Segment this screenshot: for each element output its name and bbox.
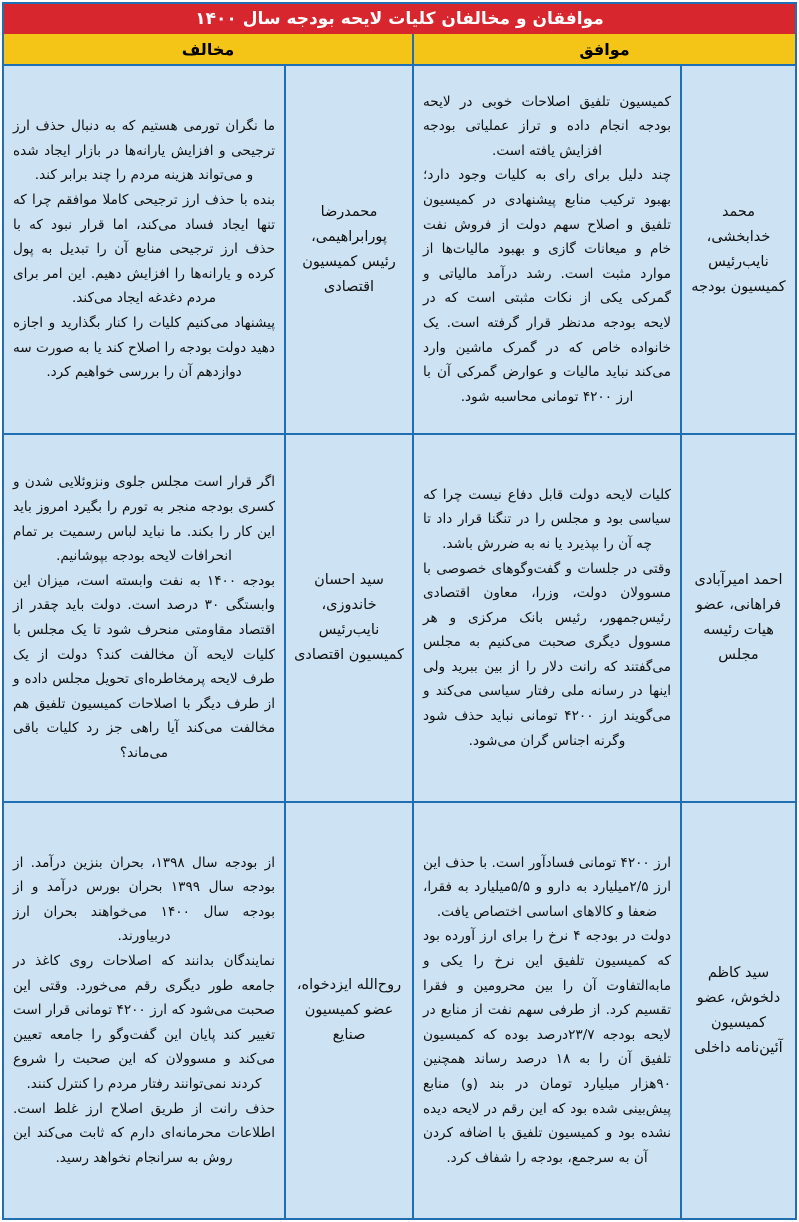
oppose-statement-text: از بودجه سال ۱۳۹۸، بحران بنزین درآمد. از بودجه سال ۱۳۹۹ بحران بورس درآمد و از بودجه سال ۱۴۰۰ می‌خواهند بحران ارز دربیاورند. نمایندگان بدانند که اصلاحات روی کاغذ در جامعه طور دیگری رقم می‌خورد. وقتی این صحبت می‌شود که ارز ۴۲۰۰ تومانی قرار است تغییر کند پایان این گفت‌وگو را جامعه تعیین می‌کند و مسوولان که این صحبت را شروع کردند نمی‌توانند رفتار مردم را کنترل کنند. حذف رانت از طریق اصلاح ارز غلط است. اطلاعات محرمانه‌ای دارم که ثابت می‌کند این روش به سرانجام نخواهد رسید. [13, 854, 275, 1166]
agree-speaker-name [680, 66, 795, 435]
agree-speaker-name-text: سید کاظم دلخوش، عضو کمیسیون آئین‌نامه داخلی [694, 964, 783, 1056]
comparison-table [2, 2, 797, 1220]
table-title: موافقان و مخالفان کلیات لایحه بودجه سال ۱۴۰۰ [4, 4, 795, 34]
oppose-statement [4, 435, 284, 803]
agree-column-header: موافق [412, 34, 795, 66]
agree-statement-text: کلیات لایحه دولت قابل دفاع نیست چرا که سیاسی بود و مجلس را در تنگنا قرار داد تا چه آن را بپذیرد یا نه به ضررش باشد. وقتی در جلسات و گفت‌وگوهای خصوصی با مسوولان دولت، وزرا، معاون اقتصادی رئیس‌جمهور، رئیس بانک مرکزی و هر مسوول دیگری صحبت می‌کنیم به مجلس می‌گفتند که رانت دلار را از بین ببرید ولی اینها در رسانه ملی رفتار سیاسی می‌کند و می‌گویند ارز ۴۲۰۰ تومانی نباید حذف شود وگرنه اجناس گران می‌شود. [423, 486, 671, 749]
oppose-speaker-name [284, 66, 412, 435]
agree-speaker-name-text: احمد امیرآبادی فراهانی، عضو هیات رئیسه مجلس [694, 572, 783, 663]
oppose-statement [4, 66, 284, 435]
oppose-statement-text: ما نگران تورمی هستیم که به دنبال حذف ارز ترجیحی و افزایش یارانه‌ها در بازار ایجاد شده و می‌تواند هزینه مردم را چند برابر کند. بنده با حذف ارز ترجیحی کاملا موافقم چرا که تنها ایجاد فساد می‌کند، اما قرار نبود که با حذف ارز ترجیحی منابع آن را تبدیل به پول کرده و یارانه‌ها را افزایش دهیم. این امر برای مردم دغدغه ایجاد می‌کند. پیشنهاد می‌کنیم کلیات را کنار بگذارید و اجازه دهید دولت بودجه را اصلاح کند یا به صورت سه دوازدهم آن را بررسی خواهیم کرد. [13, 118, 275, 381]
agree-statement [412, 435, 680, 803]
oppose-statement [4, 803, 284, 1218]
oppose-speaker-name [284, 435, 412, 803]
oppose-column-header: مخالف [4, 34, 412, 66]
agree-statement-text: ارز ۴۲۰۰ تومانی فسادآور است. با حذف این ارز ۲/۵میلیارد به دارو و ۵/۵میلیارد به فقرا، ضعفا و کالاهای اساسی اختصاص یافت. دولت در بودجه ۴ نرخ را برای ارز آورده بود که کمیسیون تلفیق این نرخ را یکی و مابه‌التفاوت آن را بین محرومین و فقرا تقسیم کرد. از طرفی سهم نفت از منابع در لایحه بودجه ۲۳/۷درصد بوده که کمیسیون تلفیق آن را به ۱۸ درصد رساند همچنین ۹۰هزار میلیارد تومان در بند (و) منابع پیش‌بینی شده بود که این رقم در لایحه دیده نشده بود و کمیسیون تلفیق با اضافه کردن آن به سرجمع، بودجه را شفاف کرد. [423, 854, 672, 1166]
agree-speaker-name [680, 435, 795, 803]
oppose-speaker-name-text: محمدرضا پورابراهیمی، رئیس کمیسیون اقتصادی [302, 203, 396, 295]
oppose-speaker-name-text: روح‌الله ایزدخواه، عضو کمیسیون صنایع [296, 977, 402, 1043]
agree-speaker-name-text: محمد خدابخشی، نایب‌رئیس کمیسیون بودجه [691, 203, 786, 295]
agree-statement [412, 803, 680, 1218]
oppose-statement-text: اگر قرار است مجلس جلوی ونزوئلایی شدن و کسری بودجه منجر به تورم را بگیرد امروز باید این کار را بکند. ما نباید لباس رسمیت بر تمام انحرافات لایحه بودجه بپوشانیم. بودجه ۱۴۰۰ به نفت وابسته است، میزان این وابستگی ۳۰ درصد است. دولت باید چقدر از اقتصاد مقاومتی منحرف شود تا یک مجلس با کلیات لایحه آن مخالفت کند؟ دولت از یک طرف لایحه پرمخاطره‌ای تحویل مجلس داده و از طرف دیگر با اصلاحات کمیسیون تلفیق هم مخالفت می‌کند آیا راهی جز رد کلیات باقی می‌ماند؟ [13, 474, 275, 761]
oppose-speaker-name [284, 803, 412, 1218]
agree-statement [412, 66, 680, 435]
agree-speaker-name [680, 803, 795, 1218]
oppose-speaker-name-text: سید احسان خاندوزی، نایب‌رئیس کمیسیون اقتصادی [294, 572, 404, 663]
agree-statement-text: کمیسیون تلفیق اصلاحات خوبی در لایحه بودجه انجام داده و تراز عملیاتی بودجه افزایش یافته است. چند دلیل برای رای به کلیات وجود دارد؛ بهبود ترکیب منابع پیشنهادی در کمیسیون تلفیق و اصلاح سهم دولت از فروش نفت خام و میعانات گازی و بهبود مالیات‌ها از موارد مثبت است. رشد درآمد مالیاتی و گمرکی یکی از نکات مثبتی است که در لایحه بودجه مدنظر قرار گرفته است. یک خانواده خاص که در گمرک ماشین وارد می‌کند نباید مالیات و عوارض گمرکی آن با ارز ۴۲۰۰ تومانی محاسبه شود. [423, 93, 671, 405]
